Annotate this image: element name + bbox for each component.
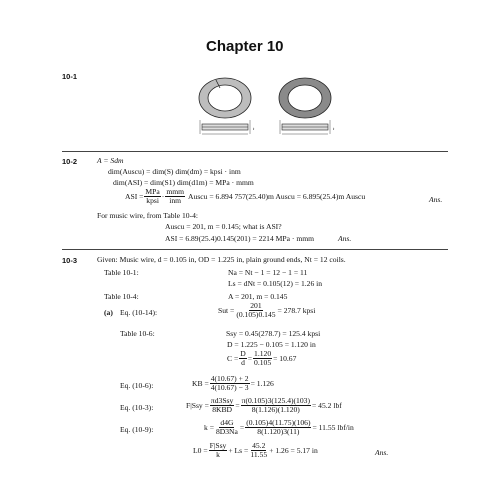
- equation-line: A = Sdm: [97, 156, 124, 165]
- fraction-denominator: d: [241, 358, 245, 367]
- fraction-numerator: 4(10.67) + 2: [210, 374, 249, 383]
- equation-text: Sut =: [218, 306, 235, 315]
- problem-number-10-3: 10-3: [62, 256, 78, 265]
- chapter-title: Chapter 10: [206, 38, 284, 55]
- figure-label-right: t: [333, 126, 335, 131]
- equation-text: Auscu = 6.894 757(25.40)m Auscu = 6.895(25.4)m Auscu: [188, 192, 366, 201]
- equation-text: = 1.126: [250, 379, 274, 388]
- fraction-denominator: 8(1.126)(1.120): [251, 405, 300, 414]
- c-equation: C = $\frac{D}{d}$ = $\frac{1.120}{0.105}$ = 10.67: [227, 349, 297, 367]
- fraction: [144, 188, 160, 205]
- equation-text: L0 =: [193, 446, 208, 455]
- equation-line: Ssy = 0.45(278.7) = 125.4 kpsi: [226, 329, 321, 338]
- spring-end-figure: [180, 68, 350, 146]
- text-line: For music wire, from Table 10-4:: [97, 211, 198, 220]
- equation-label: Eq. (10-3):: [120, 403, 154, 412]
- equation-line: Auscu = 201, m = 0.145; what is ASI?: [165, 222, 282, 231]
- fraction-denominator: 8(1.120)3(11): [257, 427, 300, 436]
- equation-label: Eq. (10-9):: [120, 425, 154, 434]
- right-spring-view: [279, 78, 331, 134]
- force-equation: F|Ssy = $\frac{\text{πd3Ssy}}{\text{8KBD}}$ = $\frac{\pi(0.105)3(125.4)(103)}{8(1.126)(1.120)}$ = 45.2 lbf: [186, 396, 342, 414]
- fraction-numerator: MPa: [145, 187, 160, 196]
- kb-equation: [192, 375, 274, 392]
- fraction-numerator: d4G: [220, 418, 234, 427]
- equation-text: KB =: [192, 379, 209, 388]
- part-label: (a): [104, 308, 113, 317]
- left-spring-view: [199, 78, 251, 134]
- divider-rule: [62, 249, 448, 250]
- fraction: [210, 397, 234, 414]
- k-equation: k = $\frac{d4G}{8D3Na}$ = $\frac{(0.105)4(11.75)(106)}{8(1.120)3(11)}$ = 11.55 lbf/in: [204, 418, 354, 436]
- l0-equation: [193, 442, 318, 459]
- equation-line: dim(Auscu) = dim(S) dim(dm) = kpsi · inm: [108, 167, 241, 176]
- fraction: [245, 419, 311, 436]
- equation-text: ASI =: [125, 192, 144, 201]
- figure-label-left: t: [253, 126, 255, 131]
- fraction: [249, 442, 268, 459]
- table-label: Table 10-4:: [104, 292, 139, 301]
- fraction-numerator: mmm: [166, 187, 185, 196]
- answer-marker: Ans.: [429, 195, 443, 204]
- fraction-denominator: 11.55: [250, 450, 268, 459]
- equation-line: D = 1.225 − 0.105 = 1.120 in: [227, 340, 316, 349]
- fraction: [210, 375, 250, 392]
- fraction: [165, 188, 185, 205]
- equation-text: F|Ssy =: [186, 401, 209, 410]
- fraction-denominator: (0.105)0.145: [236, 310, 276, 319]
- equation-text: = 10.67: [273, 354, 297, 363]
- fraction: [239, 350, 246, 367]
- fraction-numerator: 201: [250, 301, 262, 310]
- equation-text: = 11.55 lbf/in: [312, 423, 354, 432]
- equation-line: ASI = 6.89(25.4)0.145(201) = 2214 MPa · mmm: [165, 234, 315, 243]
- fraction-numerator: F|Ssy: [209, 441, 227, 450]
- fraction: [241, 397, 311, 414]
- fraction-denominator: 4(10.67) − 3: [210, 383, 249, 392]
- answer-marker: Ans.: [338, 234, 352, 243]
- equation-label: Eq. (10-14):: [120, 308, 158, 317]
- fraction-denominator: 0.105: [254, 358, 272, 367]
- fraction-denominator: kpsi: [146, 196, 159, 205]
- equation-text: = 278.7 kpsi: [277, 306, 316, 315]
- given-line: Given: Music wire, d = 0.105 in, OD = 1.225 in, plain ground ends, Nt = 12 coils.: [97, 255, 346, 264]
- equation-line: dim(ASI) = dim(S1) dim(d1m) = MPa · mmm: [113, 178, 254, 187]
- equation-line: Na = Nt − 1 = 12 − 1 = 11: [228, 268, 308, 277]
- fraction-numerator: 45.2: [252, 441, 266, 450]
- table-label: Table 10-6:: [120, 329, 155, 338]
- problem-number-10-1: 10-1: [62, 72, 78, 81]
- table-label: Table 10-1:: [104, 268, 139, 277]
- sut-equation: [218, 302, 315, 319]
- answer-marker: Ans.: [375, 448, 389, 457]
- fraction-numerator: 1.120: [254, 349, 272, 358]
- fraction: [209, 442, 228, 459]
- fraction: [253, 350, 272, 367]
- asi-equation: ASI = $\frac{\text{MPa}}{\text{kpsi}}$ · $\frac{\text{mmm}}{\text{inm}}$ Auscu = 6.894 757(25.40)m Auscu = 6.895(25.4)m Auscu: [125, 187, 366, 205]
- equation-label: Eq. (10-6):: [120, 381, 154, 390]
- fraction-numerator: πd3Ssy: [210, 396, 234, 405]
- equation-text: + 1.26 = 5.17 in: [269, 446, 318, 455]
- fraction-denominator: 8KBD: [212, 405, 233, 414]
- equation-text: k =: [204, 423, 214, 432]
- fraction-numerator: (0.105)4(11.75)(106): [246, 418, 311, 427]
- fraction: [235, 302, 276, 319]
- equation-line: Ls = dNt = 0.105(12) = 1.26 in: [228, 279, 323, 288]
- equation-line: A = 201, m = 0.145: [228, 292, 288, 301]
- fraction-denominator: inm: [169, 196, 182, 205]
- equation-text: + Ls =: [228, 446, 249, 455]
- fraction-denominator: 8D3Na: [215, 427, 238, 436]
- fraction: [215, 419, 239, 436]
- fraction-numerator: D: [240, 349, 246, 358]
- equation-text: = 45.2 lbf: [311, 401, 342, 410]
- fraction-denominator: k: [216, 450, 220, 459]
- fraction-numerator: π(0.105)3(125.4)(103): [241, 396, 310, 405]
- equation-text: C =: [227, 354, 239, 363]
- problem-number-10-2: 10-2: [62, 157, 78, 166]
- divider-rule: [62, 151, 448, 152]
